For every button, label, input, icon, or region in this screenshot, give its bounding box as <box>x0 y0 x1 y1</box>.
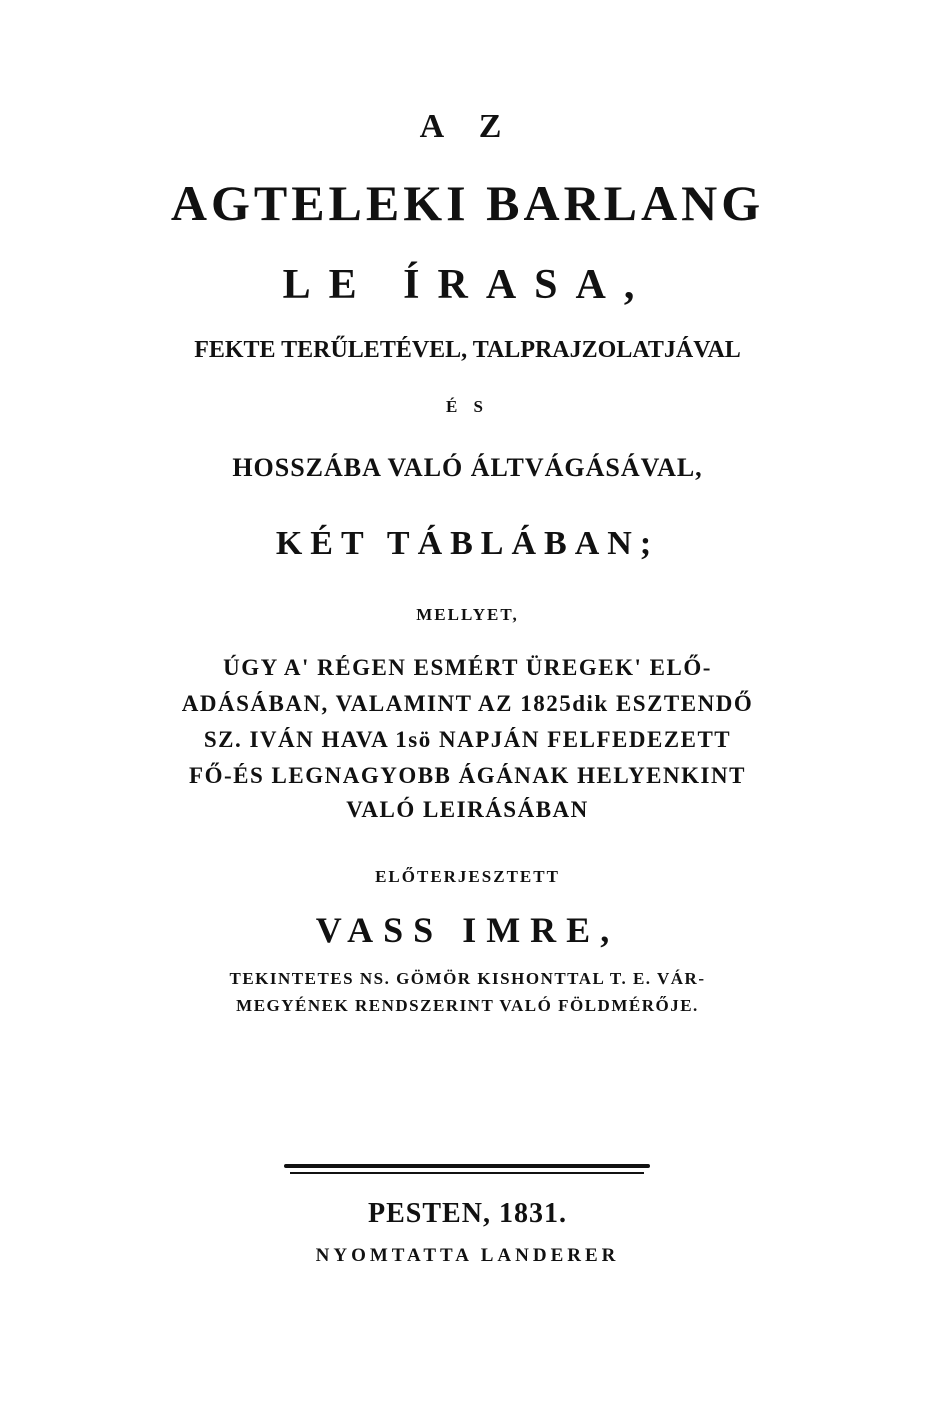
imprint-printer: NYOMTATTA LANDERER <box>315 1245 620 1266</box>
description-intro: MELLYET, <box>416 605 519 624</box>
author-name: VASS IMRE, <box>315 910 620 950</box>
description-line: ADÁSÁBAN, VALAMINT AZ 1825dik ESZTENDŐ <box>181 691 754 716</box>
title-article: A Z <box>419 108 516 145</box>
subtitle-line-2: HOSSZÁBA VALÓ ÁLTVÁGÁSÁVAL, <box>232 453 703 482</box>
imprint-place-year: PESTEN, 1831. <box>368 1198 567 1229</box>
author-title-line: TEKINTETES NS. GÖMÖR KISHONTTAL T. E. VÁR- <box>229 969 706 988</box>
book-title-continued: LE ÍRASA, <box>282 262 653 308</box>
description-line: SZ. IVÁN HAVA 1sö NAPJÁN FELFEDEZETT <box>203 727 732 752</box>
book-title: AGTELEKI BARLANG <box>170 175 765 231</box>
decorative-rule-thick <box>284 1164 650 1168</box>
decorative-rule-thin <box>290 1172 644 1174</box>
decorative-rule <box>284 1164 650 1176</box>
subtitle-line-1: FEKTE TERŰLETÉVEL, TALPRAJZOLATJÁVAL <box>194 337 741 363</box>
description-line: FŐ-ÉS LEGNAGYOBB ÁGÁNAK HELYENKINT <box>189 763 746 788</box>
subtitle-line-3: KÉT TÁBLÁBAN; <box>275 525 660 562</box>
author-title-line: MEGYÉNEK RENDSZERINT VALÓ FÖLDMÉRŐJE. <box>236 996 699 1015</box>
subtitle-conjunction: É S <box>445 397 490 416</box>
description-line: ÚGY A' RÉGEN ESMÉRT ÜREGEK' ELŐ- <box>223 655 712 680</box>
description-line: VALÓ LEIRÁSÁBAN <box>346 797 589 822</box>
presented-by-label: ELŐTERJESZTETT <box>375 867 560 886</box>
